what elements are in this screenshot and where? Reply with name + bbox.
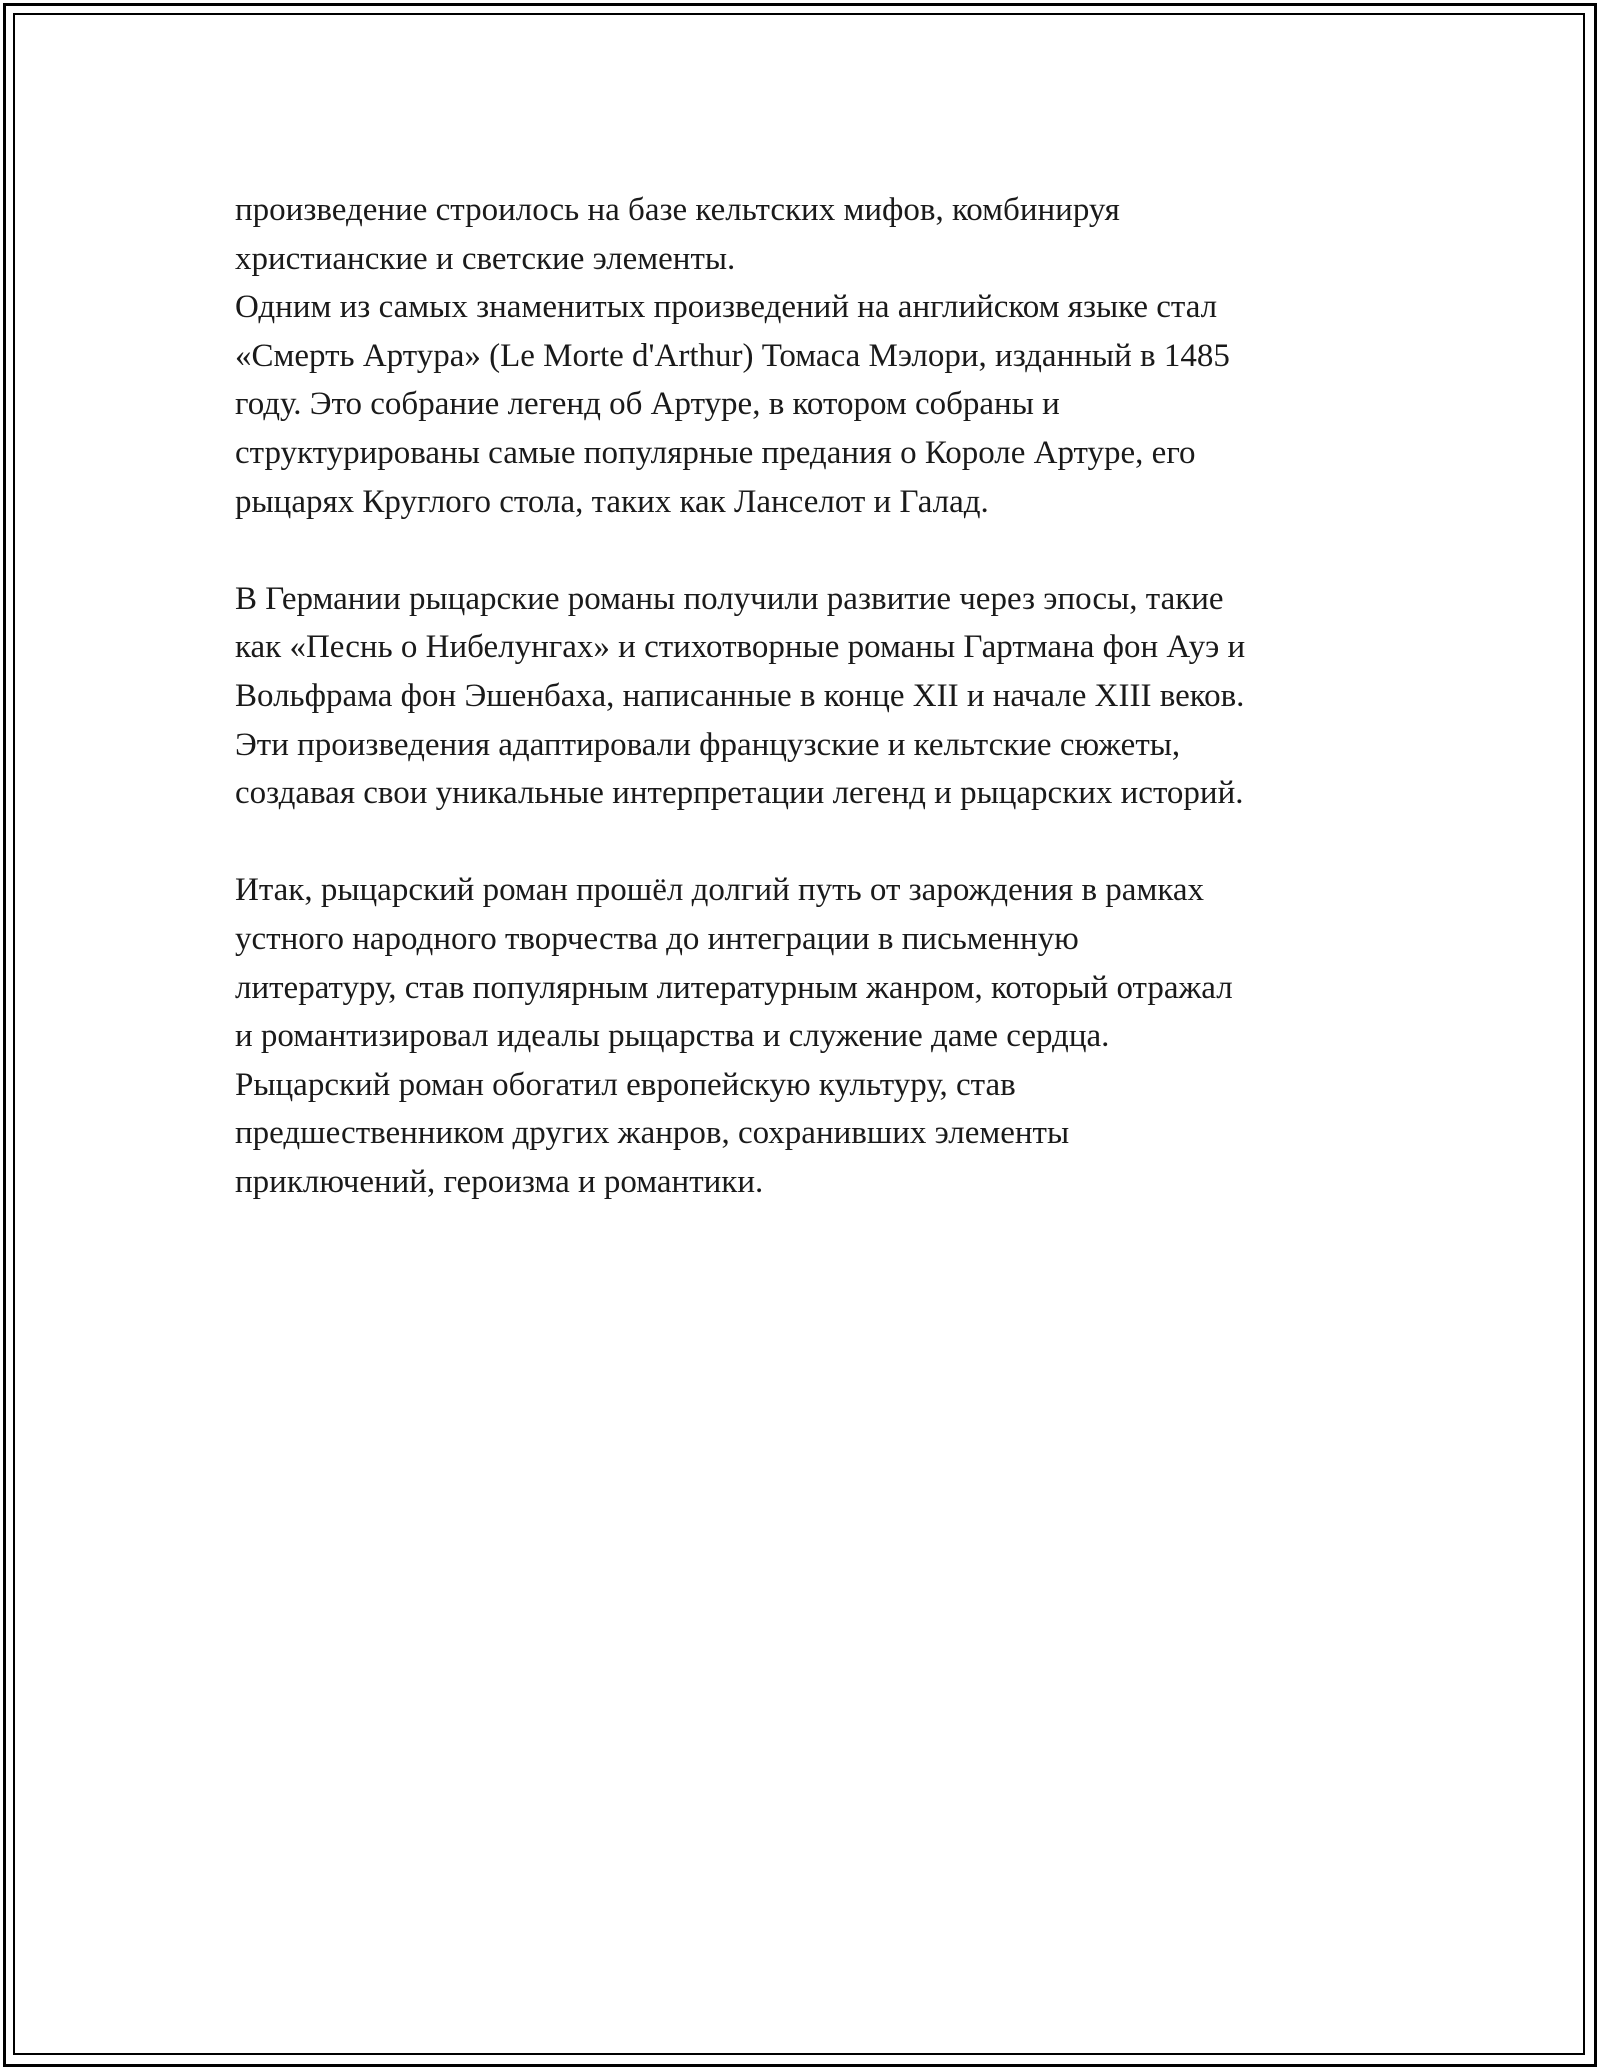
text-line: В Германии рыцарские романы получили развитие через эпосы, такие [235, 580, 1224, 617]
text-line: как «Песнь о Нибелунгах» и стихотворные романы Гартмана фон Ауэ и [235, 629, 1246, 666]
paragraph-celtic-myths [235, 186, 1395, 283]
text-line: «Смерть Артура» (Le Morte d'Arthur) Томаса Мэлори, изданный в 1485 [235, 337, 1230, 374]
text-line: Эти произведения адаптировали французские и кельтские сюжеты, [235, 726, 1181, 763]
text-line: устного народного творчества до интеграции в письменную [235, 920, 1079, 957]
text-line: рыцарях Круглого стола, таких как Ланселот и Галад. [235, 483, 989, 520]
text-line: году. Это собрание легенд об Артуре, в котором собраны и [235, 386, 1060, 423]
paragraph-gap [235, 526, 1395, 575]
paragraph-gap [235, 818, 1395, 867]
paragraph-legacy [235, 1061, 1395, 1207]
document-body [235, 186, 1395, 1206]
text-line: и романтизировал идеалы рыцарства и служение даме сердца. [235, 1018, 1110, 1055]
text-line: Вольфрама фон Эшенбаха, написанные в конце XII и начале XIII веков. [235, 677, 1245, 714]
text-line: христианские и светские элементы. [235, 240, 736, 277]
text-line: структурированы самые популярные предания о Короле Артуре, его [235, 434, 1196, 471]
text-line: Одним из самых знаменитых произведений на английском языке стал [235, 289, 1218, 326]
paragraph-conclusion [235, 866, 1395, 1060]
text-line: литературу, став популярным литературным жанром, который отражал [235, 969, 1233, 1006]
text-line: приключений, героизма и романтики. [235, 1163, 764, 1200]
text-line: создавая свои уникальные интерпретации легенд и рыцарских историй. [235, 775, 1244, 812]
paragraph-germany [235, 575, 1395, 818]
text-line: произведение строилось на базе кельтских мифов, комбинируя [235, 192, 1120, 228]
text-line: Итак, рыцарский роман прошёл долгий путь от зарождения в рамках [235, 872, 1205, 909]
text-line: Рыцарский роман обогатил европейскую культуру, став [235, 1066, 1016, 1103]
paragraph-malory [235, 283, 1395, 526]
text-line: предшественником других жанров, сохранивших элементы [235, 1115, 1070, 1152]
